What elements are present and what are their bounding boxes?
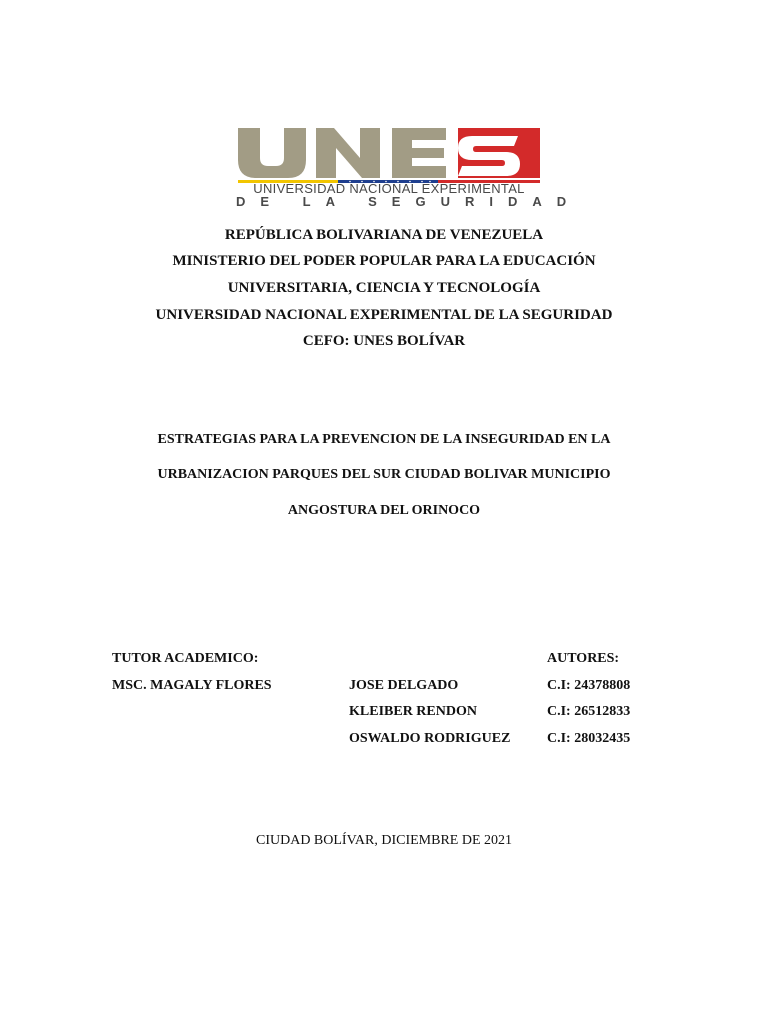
author-id: C.I: 24378808 [547, 678, 631, 693]
unes-logo [234, 122, 582, 212]
header-line-1: REPÚBLICA BOLIVARIANA DE VENEZUELA [224, 227, 544, 243]
logo-line-2: DE LA SEGURIDAD [236, 194, 582, 209]
title-line-1: ESTRATEGIAS PARA LA PREVENCION DE LA INSEGURIDAD EN LA [157, 432, 611, 447]
title-line-3: ANGOSTURA DEL ORINOCO [287, 503, 481, 518]
author-id: C.I: 26512833 [547, 704, 631, 719]
header-line-4: UNIVERSIDAD NACIONAL EXPERIMENTAL DE LA SEGURIDAD [155, 307, 613, 323]
tutor-heading: TUTOR ACADEMICO: [112, 651, 259, 666]
author-name: OSWALDO RODRIGUEZ [349, 731, 511, 746]
logo-line-1: UNIVERSIDAD NACIONAL EXPERIMENTAL [253, 181, 525, 196]
title-line-2: URBANIZACION PARQUES DEL SUR CIUDAD BOLIVAR MUNICIPIO [157, 467, 611, 482]
header-line-3: UNIVERSITARIA, CIENCIA Y TECNOLOGÍA [227, 280, 541, 296]
tutor-name: MSC. MAGALY FLORES [112, 678, 272, 693]
header-line-5: CEFO: UNES BOLÍVAR [302, 333, 466, 349]
author-id: C.I: 28032435 [547, 731, 631, 746]
place-date: CIUDAD BOLÍVAR, DICIEMBRE DE 2021 [255, 833, 513, 848]
header-line-2: MINISTERIO DEL PODER POPULAR PARA LA EDUCACIÓN [172, 253, 596, 269]
author-name: KLEIBER RENDON [349, 704, 477, 719]
authors-heading: AUTORES: [547, 651, 620, 666]
author-name: JOSE DELGADO [349, 678, 459, 693]
